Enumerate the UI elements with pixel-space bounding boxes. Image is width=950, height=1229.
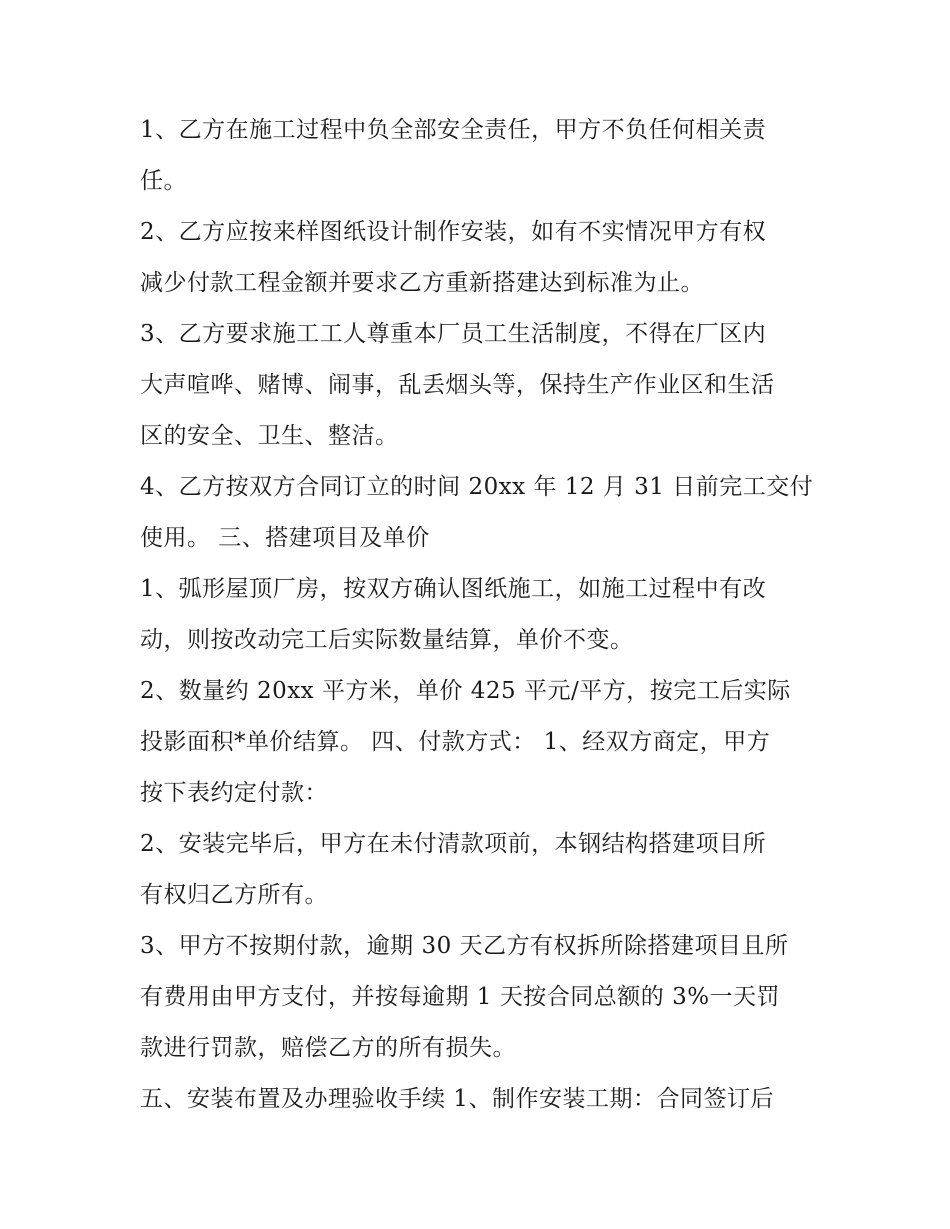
text-line: 大声喧哗、赌博、闹事，乱丢烟头等，保持生产作业区和生活	[140, 372, 775, 398]
text-line: 使用。 三、搭建项目及单价	[140, 525, 430, 551]
text-line: 2、乙方应按来样图纸设计制作安装，如有不实情况甲方有权	[140, 219, 767, 245]
text-line: 投影面积*单价结算。 四、付款方式： 1、经双方商定，甲方	[140, 729, 771, 755]
text-line: 3、乙方要求施工工人尊重本厂员工生活制度，不得在厂区内	[140, 321, 767, 347]
text-line: 4、乙方按双方合同订立的时间 20xx 年 12 月 31 日前完工交付	[140, 474, 814, 500]
text-line: 任。	[140, 168, 187, 194]
text-line: 1、乙方在施工过程中负全部安全责任，甲方不负任何相关责	[140, 117, 767, 143]
text-line: 区的安全、卫生、整洁。	[140, 423, 399, 449]
text-line: 2、数量约 20xx 平方米，单价 425 平元/平方，按完工后实际	[140, 678, 791, 704]
text-line: 2、安装完毕后，甲方在未付清款项前，本钢结构搭建项目所	[140, 831, 767, 857]
text-line: 款进行罚款，赔偿乙方的所有损失。	[140, 1035, 516, 1061]
text-line: 五、安装布置及办理验收手续 1、制作安装工期：合同签订后	[140, 1086, 774, 1112]
text-line: 有权归乙方所有。	[140, 882, 328, 908]
text-line: 动，则按改动完工后实际数量结算，单价不变。	[140, 627, 634, 653]
text-line: 有费用由甲方支付，并按每逾期 1 天按合同总额的 3%一天罚	[140, 984, 781, 1010]
text-line: 减少付款工程金额并要求乙方重新搭建达到标准为止。	[140, 270, 704, 296]
contract-text	[140, 105, 820, 1125]
text-line: 按下表约定付款：	[140, 780, 328, 806]
text-line: 1、弧形屋顶厂房，按双方确认图纸施工，如施工过程中有改	[140, 576, 767, 602]
text-line: 3、甲方不按期付款，逾期 30 天乙方有权拆所除搭建项目且所	[140, 933, 789, 959]
